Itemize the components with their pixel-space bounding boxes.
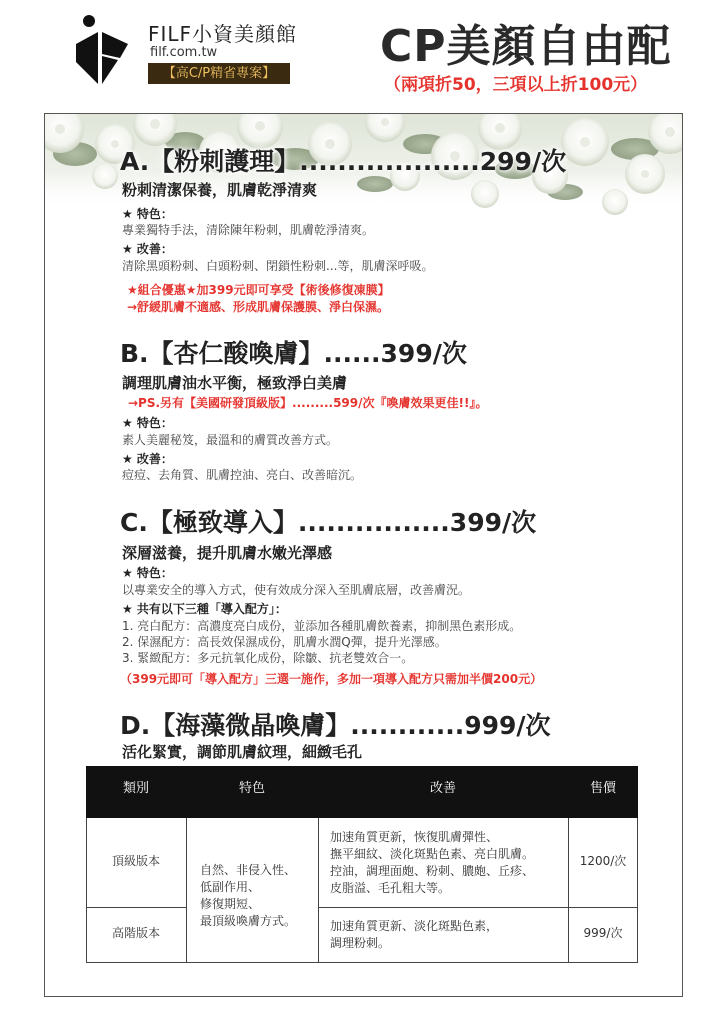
feature-line: 自然、非侵入性、	[200, 863, 297, 877]
divider	[318, 907, 638, 908]
feature-line: 最頂級喚膚方式。	[200, 914, 297, 928]
row-category: 頂級版本	[111, 854, 160, 868]
feature-line: 低副作用、	[200, 880, 261, 894]
header-improve: 改善	[429, 781, 456, 796]
section-a-subhead: 粉刺清潔保養，肌膚乾淨清爽	[122, 181, 318, 199]
section-b-improve-label: ★ 改善：	[122, 452, 173, 466]
section-c-formula-label: ★ 共有以下三種「導入配方」：	[122, 602, 287, 616]
brand-url: filf.com.tw	[150, 45, 218, 60]
row-improve-line: 加速角質更新、淡化斑點色素，	[330, 919, 499, 933]
section-b-feature-label: ★ 特色：	[122, 416, 173, 430]
feature-line: 修復期短、	[200, 897, 261, 911]
header-price: 售價	[589, 781, 616, 796]
formula-item: 2. 保濕配方：高長效保濕成份，肌膚水潤Q彈，提升光澤感。	[122, 635, 447, 649]
filf-logo-icon	[72, 14, 132, 86]
section-b-title: B.【杏仁酸喚膚】......399/次	[120, 339, 467, 368]
divider	[86, 962, 638, 963]
section-c-note: （399元即可「導入配方」三選一施作，多加一項導入配方只需加半價200元）	[120, 672, 543, 686]
row-improve-line: 調理粉刺。	[330, 936, 391, 950]
row-improve-line: 撫平細紋、淡化斑點色素、亮白肌膚。	[330, 847, 535, 861]
section-d-subhead: 活化緊實，調節肌膚紋理，細緻毛孔	[122, 743, 363, 761]
header-feature: 特色	[238, 781, 265, 796]
brand-name: FILF小資美顏館	[148, 22, 298, 46]
table-header	[86, 766, 638, 818]
discount-subtitle: （兩項折50，三項以上折100元）	[384, 75, 648, 95]
section-c-title: C.【極致導入】................399/次	[120, 508, 537, 537]
row-price: 1200/次	[579, 854, 627, 868]
row-improve-line: 皮脂溢、毛孔粗大等。	[330, 881, 451, 895]
formula-item: 1. 亮白配方：高濃度亮白成份，並添加各種肌膚飲養素，抑制黑色素形成。	[122, 619, 522, 633]
section-b-note: →PS.另有【美國研發頂級版】.........599/次『喚膚效果更佳!!』。	[128, 396, 488, 410]
section-a-improve-label: ★ 改善：	[122, 242, 173, 256]
section-c-feature-label: ★ 特色：	[122, 566, 173, 580]
section-a-promo-detail: →舒緩肌膚不適感、形成肌膚保護膜、淨白保濕。	[127, 300, 390, 314]
price-table	[86, 766, 638, 963]
section-a-feature-label: ★ 特色：	[122, 207, 173, 221]
section-c-subhead: 深層滋養，提升肌膚水嫩光澤感	[122, 544, 333, 562]
row-price: 999/次	[583, 926, 623, 940]
section-b-improve-text: 痘痘、去角質、肌膚控油、亮白、改善暗沉。	[122, 468, 363, 482]
section-c-feature-text: 以專業安全的導入方式，使有效成分深入至肌膚底層，改善膚況。	[122, 583, 471, 597]
section-b-subhead: 調理肌膚油水平衡，極致淨白美膚	[122, 374, 348, 392]
section-a-feature-text: 專業獨特手法，清除陳年粉刺，肌膚乾淨清爽。	[122, 223, 375, 237]
section-a-improve-text: 清除黑頭粉刺、白頭粉刺、閉鎖性粉刺...等，肌膚深呼吸。	[122, 259, 434, 273]
divider	[86, 907, 186, 908]
row-improve-line: 控油，調理面皰、粉刺、膿皰、丘疹、	[330, 864, 535, 878]
divider	[186, 818, 187, 963]
section-a-promo: ★組合優惠★加399元即可享受【術後修復凍膜】	[127, 283, 390, 297]
brand-tag: 【高C/P精省專案】	[148, 63, 290, 84]
header-category: 類別	[122, 781, 149, 796]
formula-item: 3. 緊緻配方：多元抗氧化成份，除皺、抗老雙效合一。	[122, 651, 414, 665]
row-improve-line: 加速角質更新，恢復肌膚彈性、	[330, 830, 499, 844]
section-d-title: D.【海藻微晶喚膚】............999/次	[120, 711, 551, 740]
page-title: CP美顏自由配	[380, 21, 672, 72]
section-a-title: A.【粉刺護理】...................299/次	[120, 147, 567, 176]
divider	[318, 818, 319, 963]
row-category: 高階版本	[111, 926, 160, 940]
section-b-feature-text: 素人美麗秘笈，最溫和的膚質改善方式。	[122, 433, 339, 447]
